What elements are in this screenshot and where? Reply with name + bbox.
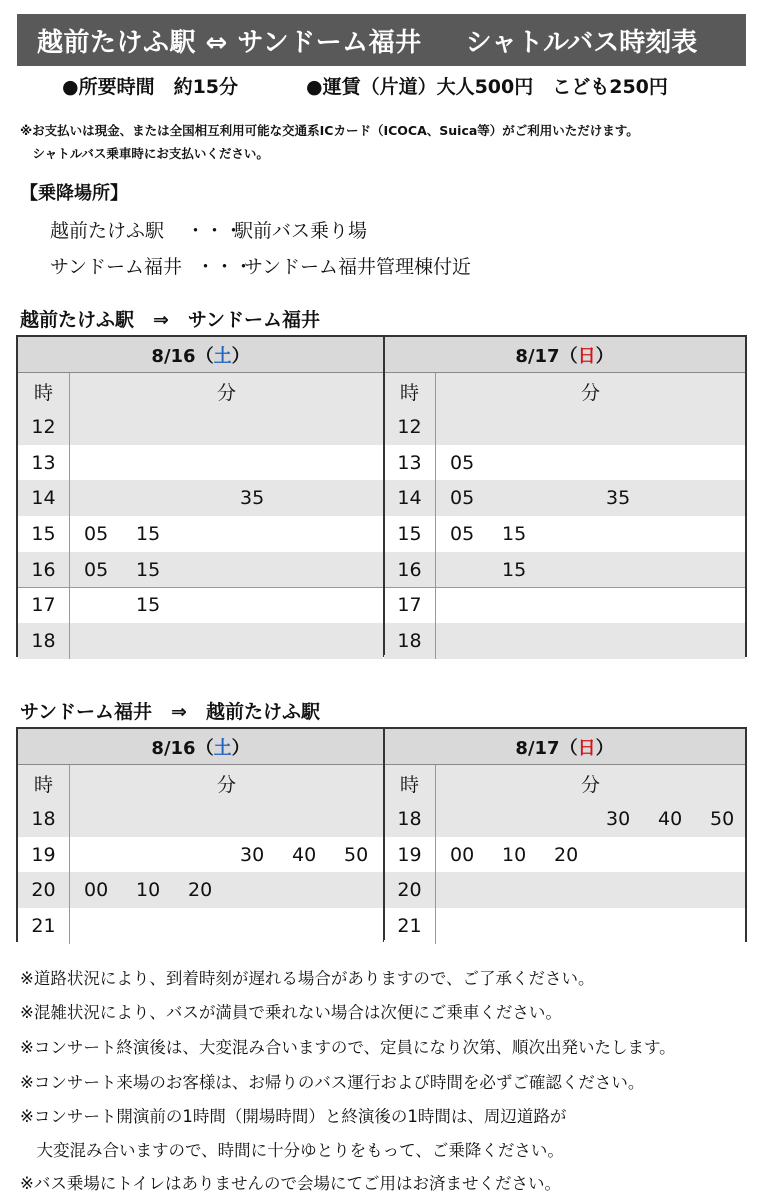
hour-cell: 12	[18, 409, 70, 445]
hour-cell: 17	[384, 588, 436, 624]
stop-sep-1: ・・・	[186, 220, 244, 242]
table-row	[18, 552, 383, 589]
hour-cell: 20	[18, 872, 70, 908]
route-title-outbound: 越前たけふ駅 ⇒ サンドーム福井	[20, 309, 320, 331]
hour-cell: 16	[384, 552, 436, 588]
table-row	[384, 908, 745, 944]
minutes-cell	[436, 480, 745, 516]
minutes-cell	[70, 588, 383, 624]
departure-minute: 05	[84, 558, 109, 581]
column-header-row	[18, 765, 383, 802]
date-close: ）	[231, 345, 250, 367]
footer-note-3: ※コンサート終演後は、大変混み合いますので、定員になり次第、順次出発いたします。	[20, 1038, 676, 1057]
stop-place-2: サンドーム福井管理棟付近	[244, 256, 472, 278]
table-row	[18, 872, 383, 909]
hour-cell: 21	[384, 908, 436, 944]
minute-column-label: 分	[580, 773, 600, 796]
day-column	[18, 337, 383, 655]
title-route: 越前たけふ駅 ⇔ サンドーム福井	[37, 27, 422, 58]
departure-minute: 10	[502, 843, 527, 866]
table-row	[18, 588, 383, 625]
column-header-row	[384, 373, 745, 410]
hour-cell: 17	[18, 588, 70, 624]
date-label: 8/17（	[515, 737, 578, 759]
minutes-cell	[70, 801, 383, 837]
title-bar	[17, 14, 746, 66]
day-column	[384, 729, 745, 940]
minutes-cell	[436, 552, 745, 588]
departure-minute: 15	[502, 558, 527, 581]
departure-minute: 50	[344, 843, 369, 866]
departure-minute: 15	[136, 594, 161, 617]
minutes-cell	[70, 480, 383, 516]
table-row	[18, 908, 383, 944]
fare-info: ●運賃（片道）大人500円 こども250円	[306, 76, 668, 98]
date-label: 8/17（	[515, 345, 578, 367]
column-header-row	[384, 765, 745, 802]
column-divider	[383, 729, 385, 940]
departure-minute: 35	[240, 487, 265, 510]
date-header	[18, 337, 383, 373]
minute-column-label: 分	[216, 773, 236, 796]
departure-minute: 00	[450, 843, 475, 866]
date-label: 8/16（	[151, 345, 214, 367]
table-row	[18, 445, 383, 482]
minutes-cell	[436, 588, 745, 624]
departure-minute: 50	[710, 807, 735, 830]
table-row	[384, 552, 745, 589]
departure-minute: 40	[658, 807, 683, 830]
hour-column-label: 時	[18, 765, 70, 801]
minutes-cell	[70, 908, 383, 944]
table-row	[18, 480, 383, 517]
minutes-cell	[70, 445, 383, 481]
column-divider	[383, 337, 385, 655]
payment-note-2: シャトルバス乗車時にお支払いください。	[20, 146, 269, 161]
hour-column-label: 時	[18, 373, 70, 409]
table-row	[384, 801, 745, 838]
weekday-label: 日	[577, 737, 596, 759]
departure-minute: 40	[292, 843, 317, 866]
title-label: シャトルバス時刻表	[465, 27, 698, 58]
hour-cell: 16	[18, 552, 70, 588]
hour-cell: 21	[18, 908, 70, 944]
minutes-cell	[436, 445, 745, 481]
departure-minute: 20	[188, 879, 213, 902]
day-column	[18, 729, 383, 940]
day-column	[384, 337, 745, 655]
table-row	[384, 872, 745, 909]
date-close: ）	[595, 737, 614, 759]
hour-cell: 15	[384, 516, 436, 552]
departure-minute: 10	[136, 879, 161, 902]
minute-column-label: 分	[580, 381, 600, 404]
footer-note-5: ※コンサート開演前の1時間（開場時間）と終演後の1時間は、周辺道路が	[20, 1107, 567, 1126]
departure-minute: 05	[450, 451, 475, 474]
minutes-cell	[436, 409, 745, 445]
stop-name-1: 越前たけふ駅	[50, 220, 165, 242]
table-row	[384, 480, 745, 517]
footer-note-6: 大変混み合いますので、時間に十分ゆとりをもって、ご乗降ください。	[20, 1141, 564, 1160]
hour-cell: 14	[384, 480, 436, 516]
minutes-cell	[70, 516, 383, 552]
date-close: ）	[231, 737, 250, 759]
stop-sep-2: ・・・	[196, 256, 254, 278]
minutes-cell	[436, 837, 745, 873]
departure-minute: 35	[606, 487, 631, 510]
departure-minute: 05	[450, 522, 475, 545]
hour-cell: 13	[384, 445, 436, 481]
table-row	[384, 516, 745, 553]
table-row	[18, 623, 383, 659]
table-row	[384, 409, 745, 446]
date-header	[384, 337, 745, 373]
payment-note-1: ※お支払いは現金、または全国相互利用可能な交通系ICカード（ICOCA、Suica等）がご利用いただけます。	[20, 123, 639, 138]
hour-cell: 18	[384, 801, 436, 837]
table-row	[18, 801, 383, 838]
departure-minute: 15	[502, 522, 527, 545]
departure-minute: 30	[240, 843, 265, 866]
date-header	[384, 729, 745, 765]
departure-minute: 15	[136, 558, 161, 581]
table-row	[18, 837, 383, 874]
minutes-cell	[70, 623, 383, 659]
minutes-cell	[70, 409, 383, 445]
table-row	[384, 623, 745, 659]
departure-minute: 05	[450, 487, 475, 510]
stop-name-2: サンドーム福井	[50, 256, 183, 278]
stop-place-1: 駅前バス乗り場	[234, 220, 368, 242]
minute-column-label: 分	[216, 381, 236, 404]
hour-cell: 18	[18, 623, 70, 659]
minutes-cell	[70, 872, 383, 908]
hour-cell: 18	[18, 801, 70, 837]
weekday-label: 日	[577, 345, 596, 367]
table-row	[384, 445, 745, 482]
stops-heading: 【乗降場所】	[20, 183, 128, 204]
departure-minute: 00	[84, 879, 109, 902]
timetable-outbound	[16, 335, 747, 657]
hour-cell: 19	[18, 837, 70, 873]
table-row	[18, 409, 383, 446]
table-row	[384, 837, 745, 874]
route-title-return: サンドーム福井 ⇒ 越前たけふ駅	[20, 701, 320, 723]
footer-note-2: ※混雑状況により、バスが満員で乗れない場合は次便にご乗車ください。	[20, 1003, 562, 1022]
minutes-cell	[436, 623, 745, 659]
minutes-cell	[436, 908, 745, 944]
date-header	[18, 729, 383, 765]
hour-cell: 14	[18, 480, 70, 516]
weekday-label: 土	[213, 345, 232, 367]
hour-cell: 20	[384, 872, 436, 908]
table-row	[18, 516, 383, 553]
column-header-row	[18, 373, 383, 410]
table-row	[384, 588, 745, 625]
departure-minute: 30	[606, 807, 631, 830]
departure-minute: 20	[554, 843, 579, 866]
date-close: ）	[595, 345, 614, 367]
hour-cell: 12	[384, 409, 436, 445]
hour-cell: 13	[18, 445, 70, 481]
timetable-return	[16, 727, 747, 942]
departure-minute: 15	[136, 522, 161, 545]
minutes-cell	[70, 837, 383, 873]
date-label: 8/16（	[151, 737, 214, 759]
minutes-cell	[70, 552, 383, 588]
hour-column-label: 時	[384, 373, 436, 409]
minutes-cell	[436, 872, 745, 908]
footer-note-7: ※バス乗場にトイレはありませんので会場にてご用はお済ませください。	[20, 1174, 562, 1193]
hour-column-label: 時	[384, 765, 436, 801]
hour-cell: 15	[18, 516, 70, 552]
minutes-cell	[436, 516, 745, 552]
weekday-label: 土	[213, 737, 232, 759]
footer-note-1: ※道路状況により、到着時刻が遅れる場合がありますので、ご了承ください。	[20, 969, 595, 988]
hour-cell: 19	[384, 837, 436, 873]
departure-minute: 05	[84, 522, 109, 545]
hour-cell: 18	[384, 623, 436, 659]
minutes-cell	[436, 801, 745, 837]
duration-info: ●所要時間 約15分	[62, 76, 239, 98]
footer-note-4: ※コンサート来場のお客様は、お帰りのバス運行および時間を必ずご確認ください。	[20, 1073, 645, 1092]
